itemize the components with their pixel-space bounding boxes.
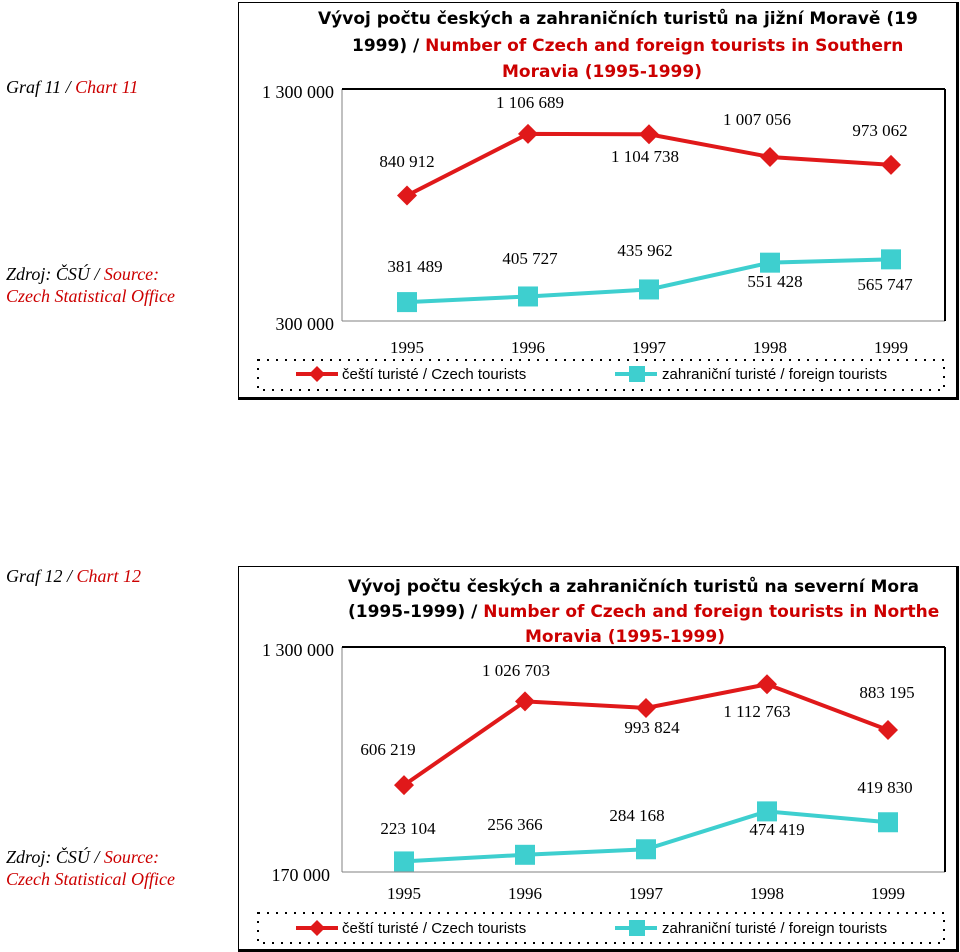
czech-data-label: 1 104 738 bbox=[611, 147, 679, 166]
x-tick-label: 1995 bbox=[390, 338, 424, 357]
czech-data-point bbox=[518, 124, 538, 144]
chart-12-y-top-label: 1 300 000 bbox=[262, 640, 334, 660]
foreign-data-label: 419 830 bbox=[857, 778, 913, 797]
czech-data-point bbox=[878, 720, 898, 740]
x-tick-label: 1995 bbox=[387, 884, 421, 903]
graf-label: Graf 12 / bbox=[6, 566, 73, 586]
foreign-data-point bbox=[397, 292, 417, 312]
legend-foreign-label: zahraniční turisté / foreign tourists bbox=[662, 920, 888, 937]
foreign-data-point bbox=[518, 286, 538, 306]
chart-11-title-line3: Moravia (1995-1999) bbox=[502, 62, 702, 82]
foreign-data-label: 223 104 bbox=[380, 819, 436, 838]
czech-data-label: 840 912 bbox=[379, 152, 435, 171]
legend-foreign-marker bbox=[629, 366, 645, 382]
legend-czech-label: čeští turisté / Czech tourists bbox=[342, 366, 527, 383]
foreign-data-point bbox=[760, 253, 780, 273]
chart-label: Chart 11 bbox=[75, 77, 139, 97]
graf-label: Graf 11 / bbox=[6, 77, 71, 97]
chart-11-title-line2: 1999) / Number of Czech and foreign tourists in Southern bbox=[352, 36, 904, 56]
chart-12-title-line2: (1995-1999) / Number of Czech and foreign tourists in Northe bbox=[348, 602, 940, 622]
source-zdroj: Zdroj: ČSÚ / bbox=[6, 847, 100, 867]
source-label: Source: bbox=[103, 264, 160, 284]
chart-12-title-line1: Vývoj počtu českých a zahraničních turistů na severní Mora bbox=[348, 577, 919, 597]
foreign-data-label: 551 428 bbox=[747, 272, 803, 291]
legend-foreign-marker bbox=[629, 920, 645, 936]
foreign-data-point bbox=[515, 845, 535, 865]
czech-data-label: 1 106 689 bbox=[496, 93, 564, 112]
foreign-data-point bbox=[636, 839, 656, 859]
foreign-data-label: 256 366 bbox=[487, 815, 543, 834]
legend-czech-marker bbox=[309, 920, 325, 936]
foreign-data-point bbox=[757, 801, 777, 821]
foreign-data-point bbox=[639, 279, 659, 299]
x-tick-label: 1997 bbox=[629, 884, 663, 903]
czech-data-point bbox=[636, 698, 656, 718]
x-tick-label: 1996 bbox=[511, 338, 545, 357]
source-office: Czech Statistical Office bbox=[6, 286, 175, 306]
chart-label: Chart 12 bbox=[76, 566, 142, 586]
legend-czech-label: čeští turisté / Czech tourists bbox=[342, 920, 527, 937]
chart-11-y-top-label: 1 300 000 bbox=[262, 82, 334, 102]
x-tick-label: 1999 bbox=[874, 338, 908, 357]
x-tick-label: 1997 bbox=[632, 338, 666, 357]
foreign-data-point bbox=[394, 851, 414, 871]
foreign-data-label: 284 168 bbox=[609, 806, 665, 825]
chart-11-y-bottom-label: 300 000 bbox=[275, 314, 334, 334]
x-tick-label: 1998 bbox=[750, 884, 784, 903]
czech-data-label: 1 112 763 bbox=[723, 702, 791, 721]
legend-czech-marker bbox=[309, 366, 325, 382]
foreign-data-point bbox=[881, 249, 901, 269]
source-label: Source: bbox=[103, 847, 160, 867]
chart-12-title-line3: Moravia (1995-1999) bbox=[525, 627, 725, 647]
legend-foreign-label: zahraniční turisté / foreign tourists bbox=[662, 366, 888, 383]
czech-data-point bbox=[760, 147, 780, 167]
x-tick-label: 1999 bbox=[871, 884, 905, 903]
czech-data-label: 883 195 bbox=[859, 683, 915, 702]
czech-data-point bbox=[639, 124, 659, 144]
source-zdroj: Zdroj: ČSÚ / bbox=[6, 264, 100, 284]
x-tick-label: 1998 bbox=[753, 338, 787, 357]
czech-data-point bbox=[757, 674, 777, 694]
czech-data-label: 1 026 703 bbox=[482, 661, 550, 680]
foreign-data-point bbox=[878, 812, 898, 832]
czech-data-label: 993 824 bbox=[624, 718, 680, 737]
foreign-data-label: 565 747 bbox=[857, 275, 913, 294]
chart-11-title-line1: Vývoj počtu českých a zahraničních turistů na jižní Moravě (19 bbox=[318, 9, 918, 29]
foreign-data-label: 474 419 bbox=[749, 820, 805, 839]
source-office: Czech Statistical Office bbox=[6, 869, 175, 889]
czech-data-label: 606 219 bbox=[360, 740, 416, 759]
czech-data-point bbox=[397, 186, 417, 206]
foreign-data-label: 405 727 bbox=[502, 249, 558, 268]
czech-data-point bbox=[881, 155, 901, 175]
czech-data-label: 1 007 056 bbox=[723, 110, 791, 129]
foreign-data-label: 381 489 bbox=[387, 257, 443, 276]
czech-data-label: 973 062 bbox=[852, 121, 908, 140]
foreign-data-label: 435 962 bbox=[617, 241, 673, 260]
chart-12-y-bottom-label: 170 000 bbox=[271, 865, 330, 885]
x-tick-label: 1996 bbox=[508, 884, 542, 903]
